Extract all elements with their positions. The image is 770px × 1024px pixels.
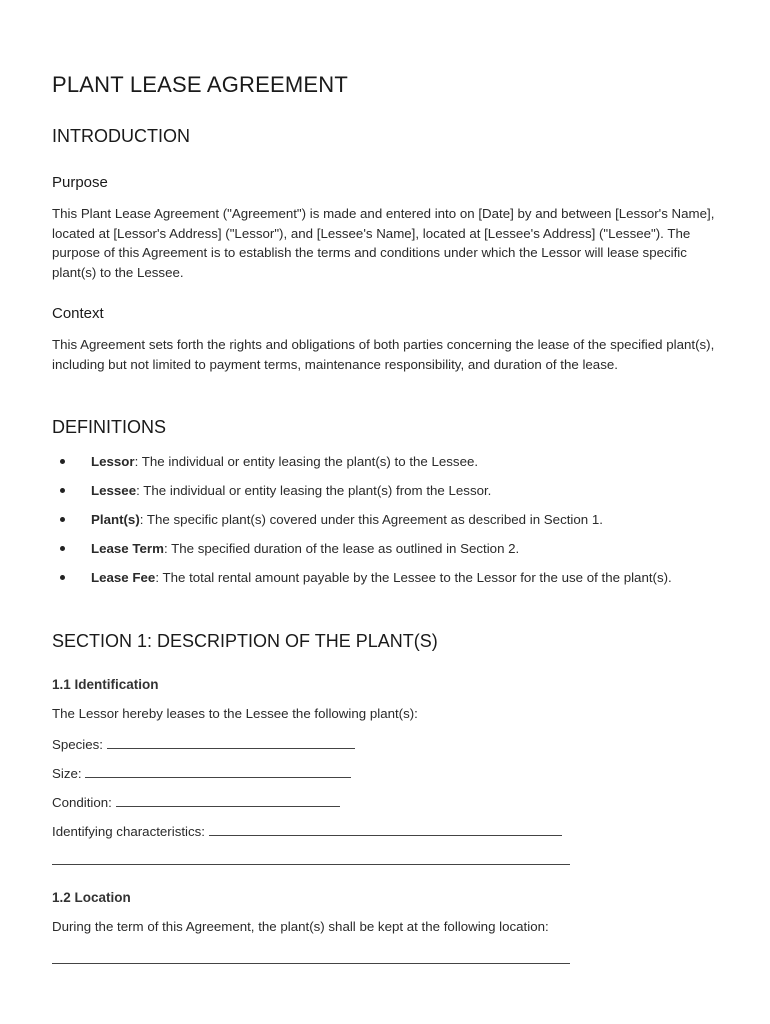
introduction-heading: INTRODUCTION	[52, 126, 190, 146]
condition-blank[interactable]	[116, 793, 340, 807]
condition-label: Condition:	[52, 795, 112, 810]
bullet-icon	[60, 575, 65, 580]
characteristics-continuation	[52, 851, 570, 868]
document-title: PLANT LEASE AGREEMENT	[52, 72, 349, 97]
characteristics-label: Identifying characteristics:	[52, 824, 205, 839]
identification-heading: 1.1 Identification	[52, 677, 159, 692]
context-text: This Agreement sets forth the rights and obligations of both parties concerning the lease of the specified plant(s), including but not limited to payment terms, maintenance responsibility, and duration of the lease.	[52, 337, 715, 372]
condition-row	[52, 793, 340, 810]
identification-intro: The Lessor hereby leases to the Lessee the following plant(s):	[52, 706, 418, 721]
characteristics-blank[interactable]	[209, 822, 562, 836]
purpose-text: This Plant Lease Agreement ("Agreement") is made and entered into on [Date] by and between [Lessor's Name], located at [Lessor's Address] ("Lessor"), and [Lessee's Name], located at [Lessee's Address] ("Lessee"). The purpose of this Agreement is to establish the terms and conditions under which the Lessor will lease specific plant(s) to the Lessee.	[52, 206, 715, 280]
species-blank[interactable]	[107, 735, 355, 749]
definition-item	[52, 539, 732, 559]
bullet-icon	[60, 488, 65, 493]
bullet-icon	[60, 517, 65, 522]
context-heading: Context	[52, 305, 104, 322]
bullet-icon	[60, 459, 65, 464]
definition-term: Lessee	[91, 483, 137, 498]
size-row	[52, 764, 351, 781]
characteristics-blank-line2[interactable]	[52, 851, 570, 865]
definition-term: Plant(s)	[91, 512, 140, 527]
characteristics-row	[52, 822, 562, 839]
definition-item	[52, 510, 732, 530]
definition-term: Lease Fee	[91, 570, 156, 585]
section1-heading: SECTION 1: DESCRIPTION OF THE PLANT(S)	[52, 631, 438, 651]
species-row	[52, 735, 355, 752]
definition-item	[52, 568, 732, 588]
definition-term: Lease Term	[91, 541, 164, 556]
definition-item	[52, 452, 732, 472]
definition-term: Lessor	[91, 454, 135, 469]
species-label: Species:	[52, 737, 103, 752]
purpose-heading: Purpose	[52, 174, 108, 191]
size-blank[interactable]	[85, 764, 351, 778]
location-row	[52, 950, 570, 967]
definition-text: : The individual or entity leasing the plant(s) from the Lessor.	[136, 483, 492, 498]
size-label: Size:	[52, 766, 82, 781]
location-intro: During the term of this Agreement, the plant(s) shall be kept at the following location:	[52, 919, 549, 934]
definition-text: : The specific plant(s) covered under this Agreement as described in Section 1.	[139, 512, 603, 527]
location-blank[interactable]	[52, 950, 570, 964]
definition-text: : The total rental amount payable by the Lessee to the Lessor for the use of the plant(s).	[155, 570, 672, 585]
definition-item	[52, 481, 732, 501]
bullet-icon	[60, 546, 65, 551]
definition-text: : The specified duration of the lease as outlined in Section 2.	[163, 541, 520, 556]
definition-text: : The individual or entity leasing the plant(s) to the Lessee.	[134, 454, 479, 469]
definitions-heading: DEFINITIONS	[52, 417, 167, 437]
location-heading: 1.2 Location	[52, 890, 131, 905]
